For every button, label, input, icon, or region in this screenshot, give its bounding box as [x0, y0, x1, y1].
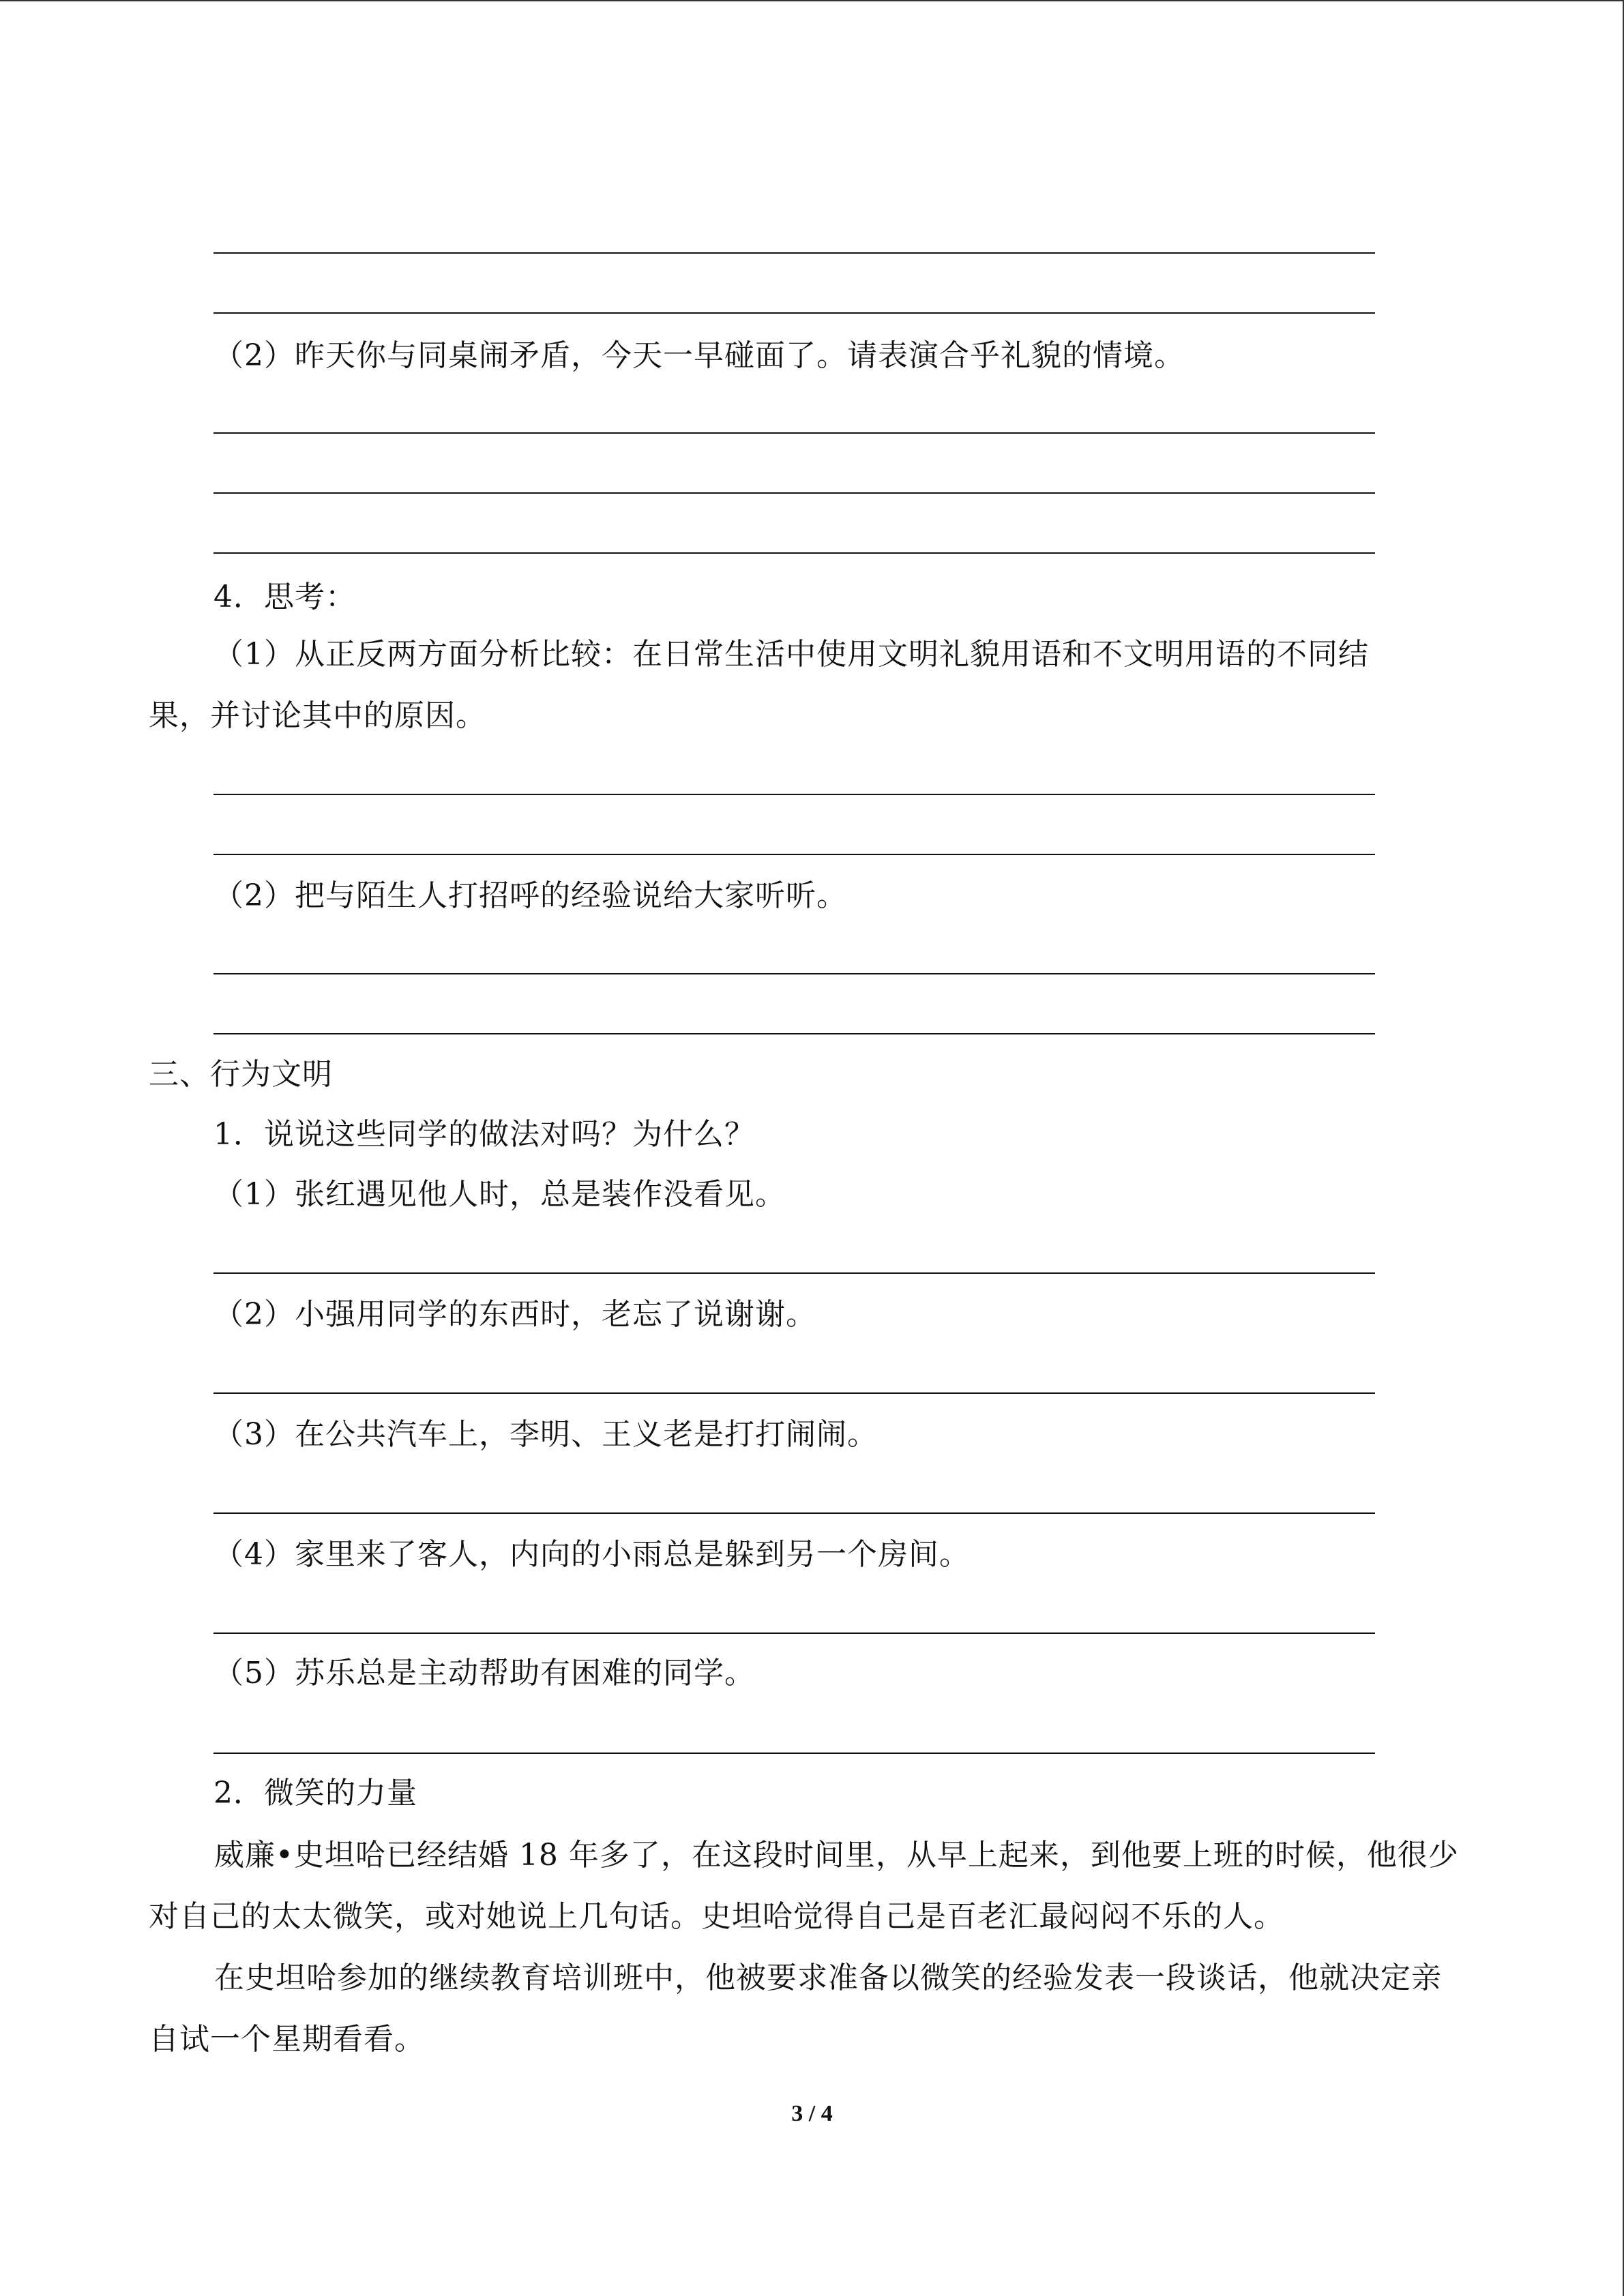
section-3-q2-paragraph-1: 威廉•史坦哈已经结婚 18 年多了，在这段时间里，从早上起来，到他要上班的时候，他很少对自己的太太微笑，或对她说上几句话。史坦哈觉得自己是百老汇最闷闷不乐的人。 [149, 1838, 1459, 1934]
question-4-2: （2）把与陌生人打招呼的经验说给大家听听。 [213, 878, 847, 913]
answer-line[interactable] [213, 973, 1375, 974]
section-3-q1-item: （4）家里来了客人，内向的小雨总是躲到另一个房间。 [213, 1537, 970, 1572]
answer-line[interactable] [213, 1392, 1375, 1394]
answer-line[interactable] [213, 552, 1375, 554]
answer-line[interactable] [213, 252, 1375, 254]
answer-line[interactable] [213, 1632, 1375, 1634]
question-4-heading: 4．思考： [213, 580, 356, 614]
section-3-q2-heading: 2．微笑的力量 [213, 1776, 417, 1810]
section-3-q1-item: （3）在公共汽车上，李明、王义老是打打闹闹。 [213, 1417, 878, 1452]
answer-line[interactable] [213, 854, 1375, 855]
answer-line[interactable] [213, 794, 1375, 795]
answer-line[interactable] [213, 492, 1375, 494]
section-3-q1-item: （5）苏乐总是主动帮助有困难的同学。 [213, 1656, 755, 1690]
question-4-1-line1: （1）从正反两方面分析比较：在日常生活中使用文明礼貌用语和不文明用语的不同结 [213, 637, 1369, 672]
answer-line[interactable] [213, 1512, 1375, 1514]
section-3-q1-heading: 1．说说这些同学的做法对吗？为什么？ [213, 1117, 755, 1152]
answer-line[interactable] [213, 312, 1375, 314]
answer-line[interactable] [213, 1753, 1375, 1754]
question-4-1-line2: 果，并讨论其中的原因。 [149, 698, 486, 733]
section-3-q1-item: （2）小强用同学的东西时，老忘了说谢谢。 [213, 1297, 816, 1332]
question-3-2: （2）昨天你与同桌闹矛盾，今天一早碰面了。请表演合乎礼貌的情境。 [213, 338, 1185, 373]
page-number: 3 / 4 [791, 2101, 833, 2126]
answer-line[interactable] [213, 432, 1375, 434]
section-3-q2-paragraph-2: 在史坦哈参加的继续教育培训班中，他被要求准备以微笑的经验发表一段谈话，他就决定亲自试一个星期看看。 [149, 1960, 1442, 2057]
section-3-heading: 三、行为文明 [149, 1057, 333, 1092]
answer-line[interactable] [213, 1033, 1375, 1034]
answer-line[interactable] [213, 1272, 1375, 1274]
section-3-q1-item: （1）张红遇见他人时，总是装作没看见。 [213, 1177, 786, 1212]
